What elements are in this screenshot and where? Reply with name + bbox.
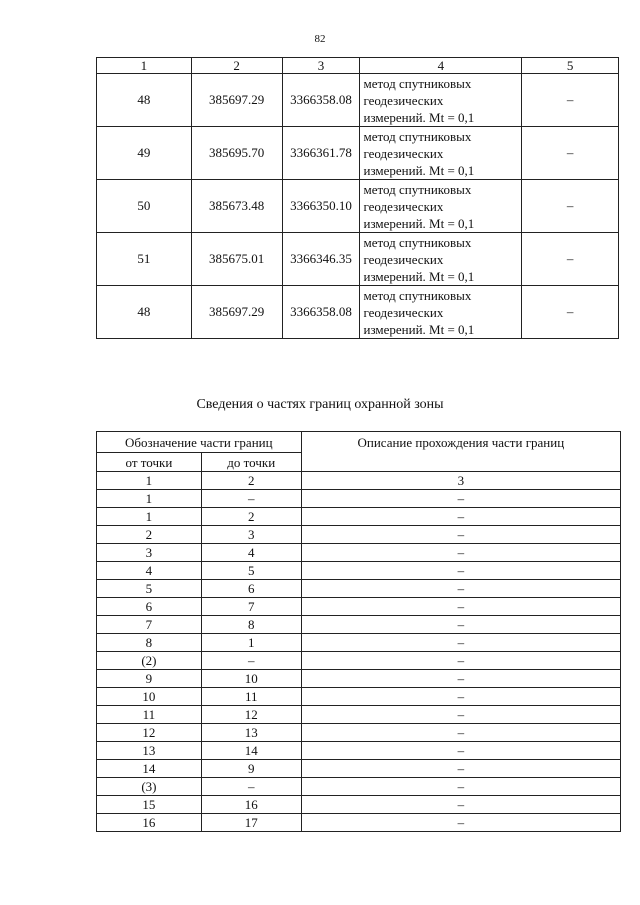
- table-row: [97, 580, 621, 598]
- description-cell: –: [301, 724, 620, 742]
- to-point-cell: 4: [201, 544, 301, 562]
- to-point-cell: 9: [201, 760, 301, 778]
- boundary-table-header: [97, 432, 621, 453]
- method-line: геодезических: [363, 92, 444, 108]
- method-cell: [360, 233, 522, 286]
- description-cell: –: [301, 742, 620, 760]
- method-cell: [360, 286, 522, 339]
- from-point-cell: 13: [97, 742, 202, 760]
- section-title: Сведения о частях границ охранной зоны: [196, 397, 444, 412]
- method-line: измерений. Mt = 0,1: [363, 268, 475, 284]
- header-cell: 4: [360, 58, 522, 74]
- point-number-cell: 49: [97, 127, 192, 180]
- from-point-cell: 2: [97, 526, 202, 544]
- column5-cell: –: [522, 233, 619, 286]
- method-line: измерений. Mt = 0,1: [363, 215, 475, 231]
- description-cell: –: [301, 814, 620, 832]
- header-from-cell: от точки: [97, 453, 202, 472]
- number-cell: 3: [301, 472, 620, 490]
- method-line: геодезических: [363, 304, 444, 320]
- table-row: [97, 778, 621, 796]
- to-point-cell: 1: [201, 634, 301, 652]
- header-cell: 5: [522, 58, 619, 74]
- table-row: [97, 508, 621, 526]
- point-number-cell: 50: [97, 180, 192, 233]
- table-row: [97, 598, 621, 616]
- from-point-cell: 14: [97, 760, 202, 778]
- header-group-cell: Обозначение части границ: [97, 432, 302, 453]
- to-point-cell: 17: [201, 814, 301, 832]
- y-coordinate-cell: 3366346.35: [282, 233, 360, 286]
- table-row: [97, 180, 619, 233]
- from-point-cell: 8: [97, 634, 202, 652]
- to-point-cell: 6: [201, 580, 301, 598]
- from-point-cell: 4: [97, 562, 202, 580]
- description-cell: –: [301, 652, 620, 670]
- method-line: измерений. Mt = 0,1: [363, 109, 475, 125]
- y-coordinate-cell: 3366358.08: [282, 286, 360, 339]
- description-cell: –: [301, 634, 620, 652]
- from-point-cell: 9: [97, 670, 202, 688]
- page-number: 82: [314, 33, 326, 45]
- description-cell: –: [301, 562, 620, 580]
- column5-cell: –: [522, 286, 619, 339]
- x-coordinate-cell: 385675.01: [191, 233, 282, 286]
- description-cell: –: [301, 688, 620, 706]
- x-coordinate-cell: 385697.29: [191, 74, 282, 127]
- to-point-cell: 10: [201, 670, 301, 688]
- to-point-cell: 11: [201, 688, 301, 706]
- table-row: [97, 742, 621, 760]
- to-point-cell: –: [201, 778, 301, 796]
- method-line: измерений. Mt = 0,1: [363, 162, 475, 178]
- column5-cell: –: [522, 180, 619, 233]
- description-cell: –: [301, 616, 620, 634]
- table-row: [97, 814, 621, 832]
- table-row: [97, 233, 619, 286]
- method-line: геодезических: [363, 145, 444, 161]
- description-cell: –: [301, 760, 620, 778]
- from-point-cell: (2): [97, 652, 202, 670]
- table-row: [97, 562, 621, 580]
- description-cell: –: [301, 706, 620, 724]
- to-point-cell: –: [201, 490, 301, 508]
- from-point-cell: 12: [97, 724, 202, 742]
- table-row: [97, 796, 621, 814]
- table-row: [97, 490, 621, 508]
- from-point-cell: 10: [97, 688, 202, 706]
- boundary-table-numbering: [97, 472, 621, 490]
- method-line: метод спутниковых: [363, 287, 472, 303]
- column5-cell: –: [522, 127, 619, 180]
- from-point-cell: 1: [97, 490, 202, 508]
- from-point-cell: (3): [97, 778, 202, 796]
- method-line: метод спутниковых: [363, 181, 472, 197]
- to-point-cell: 2: [201, 508, 301, 526]
- header-cell: 3: [282, 58, 360, 74]
- description-cell: –: [301, 490, 620, 508]
- table-row: [97, 724, 621, 742]
- description-cell: –: [301, 508, 620, 526]
- method-line: метод спутниковых: [363, 234, 472, 250]
- to-point-cell: 8: [201, 616, 301, 634]
- table-row: [97, 706, 621, 724]
- from-point-cell: 6: [97, 598, 202, 616]
- point-number-cell: 48: [97, 74, 192, 127]
- x-coordinate-cell: 385695.70: [191, 127, 282, 180]
- from-point-cell: 11: [97, 706, 202, 724]
- y-coordinate-cell: 3366350.10: [282, 180, 360, 233]
- table-row: [97, 526, 621, 544]
- table-row: [97, 127, 619, 180]
- description-cell: –: [301, 526, 620, 544]
- method-line: метод спутниковых: [363, 75, 472, 91]
- to-point-cell: 7: [201, 598, 301, 616]
- table-row: [97, 634, 621, 652]
- table-row: [97, 652, 621, 670]
- from-point-cell: 7: [97, 616, 202, 634]
- description-cell: –: [301, 796, 620, 814]
- header-to-cell: до точки: [201, 453, 301, 472]
- to-point-cell: 13: [201, 724, 301, 742]
- method-line: геодезических: [363, 251, 444, 267]
- from-point-cell: 5: [97, 580, 202, 598]
- table-row: [97, 760, 621, 778]
- header-desc-cell: Описание прохождения части границ: [301, 432, 620, 472]
- number-cell: 2: [201, 472, 301, 490]
- method-line: измерений. Mt = 0,1: [363, 321, 475, 337]
- number-cell: 1: [97, 472, 202, 490]
- method-cell: [360, 74, 522, 127]
- to-point-cell: 3: [201, 526, 301, 544]
- to-point-cell: 12: [201, 706, 301, 724]
- header-cell: 1: [97, 58, 192, 74]
- coordinates-table: [96, 57, 619, 339]
- description-cell: –: [301, 778, 620, 796]
- table-row: [97, 670, 621, 688]
- to-point-cell: –: [201, 652, 301, 670]
- column5-cell: –: [522, 74, 619, 127]
- header-cell: 2: [191, 58, 282, 74]
- description-cell: –: [301, 598, 620, 616]
- table-row: [97, 616, 621, 634]
- point-number-cell: 51: [97, 233, 192, 286]
- to-point-cell: 14: [201, 742, 301, 760]
- to-point-cell: 16: [201, 796, 301, 814]
- boundary-parts-table: [96, 431, 621, 832]
- from-point-cell: 16: [97, 814, 202, 832]
- table-row: [97, 74, 619, 127]
- x-coordinate-cell: 385697.29: [191, 286, 282, 339]
- method-cell: [360, 127, 522, 180]
- description-cell: –: [301, 580, 620, 598]
- table-row: [97, 286, 619, 339]
- method-line: метод спутниковых: [363, 128, 472, 144]
- point-number-cell: 48: [97, 286, 192, 339]
- method-cell: [360, 180, 522, 233]
- description-cell: –: [301, 670, 620, 688]
- description-cell: –: [301, 544, 620, 562]
- table-row: [97, 544, 621, 562]
- y-coordinate-cell: 3366361.78: [282, 127, 360, 180]
- from-point-cell: 3: [97, 544, 202, 562]
- coordinates-table-header: [97, 58, 619, 74]
- to-point-cell: 5: [201, 562, 301, 580]
- x-coordinate-cell: 385673.48: [191, 180, 282, 233]
- from-point-cell: 1: [97, 508, 202, 526]
- from-point-cell: 15: [97, 796, 202, 814]
- method-line: геодезических: [363, 198, 444, 214]
- y-coordinate-cell: 3366358.08: [282, 74, 360, 127]
- table-row: [97, 688, 621, 706]
